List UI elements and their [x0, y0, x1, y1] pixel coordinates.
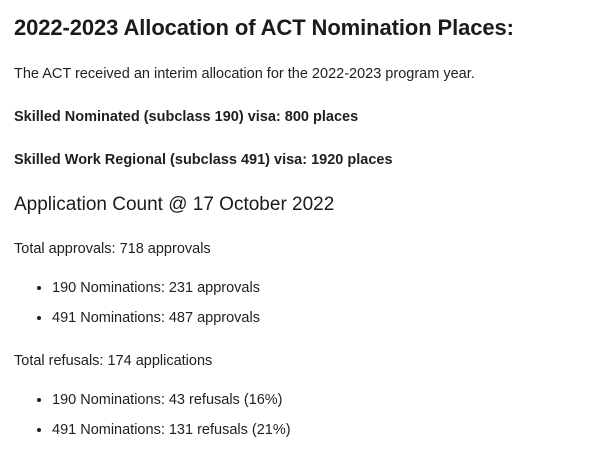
page-title: 2022-2023 Allocation of ACT Nomination Places:: [14, 15, 514, 40]
allocation-190-line: Skilled Nominated (subclass 190) visa: 800 places: [14, 108, 359, 125]
allocation-491-line: Skilled Work Regional (subclass 491) visa: 1920 places: [14, 151, 393, 168]
list-item: • 190 Nominations: 231 approvals: [52, 278, 586, 299]
refusals-list: [14, 390, 586, 441]
list-item: • 491 Nominations: 131 refusals (21%): [52, 420, 586, 441]
list-item: • 190 Nominations: 43 refusals (16%): [52, 390, 586, 411]
approvals-list: [14, 278, 586, 329]
section-heading-application-count: Application Count @ 17 October 2022: [14, 193, 335, 215]
intro-paragraph: The ACT received an interim allocation for the 2022-2023 program year.: [14, 65, 475, 82]
total-approvals-line: Total approvals: 718 approvals: [14, 241, 211, 258]
list-item: • 491 Nominations: 487 approvals: [52, 308, 586, 329]
total-refusals-line: Total refusals: 174 applications: [14, 353, 213, 370]
